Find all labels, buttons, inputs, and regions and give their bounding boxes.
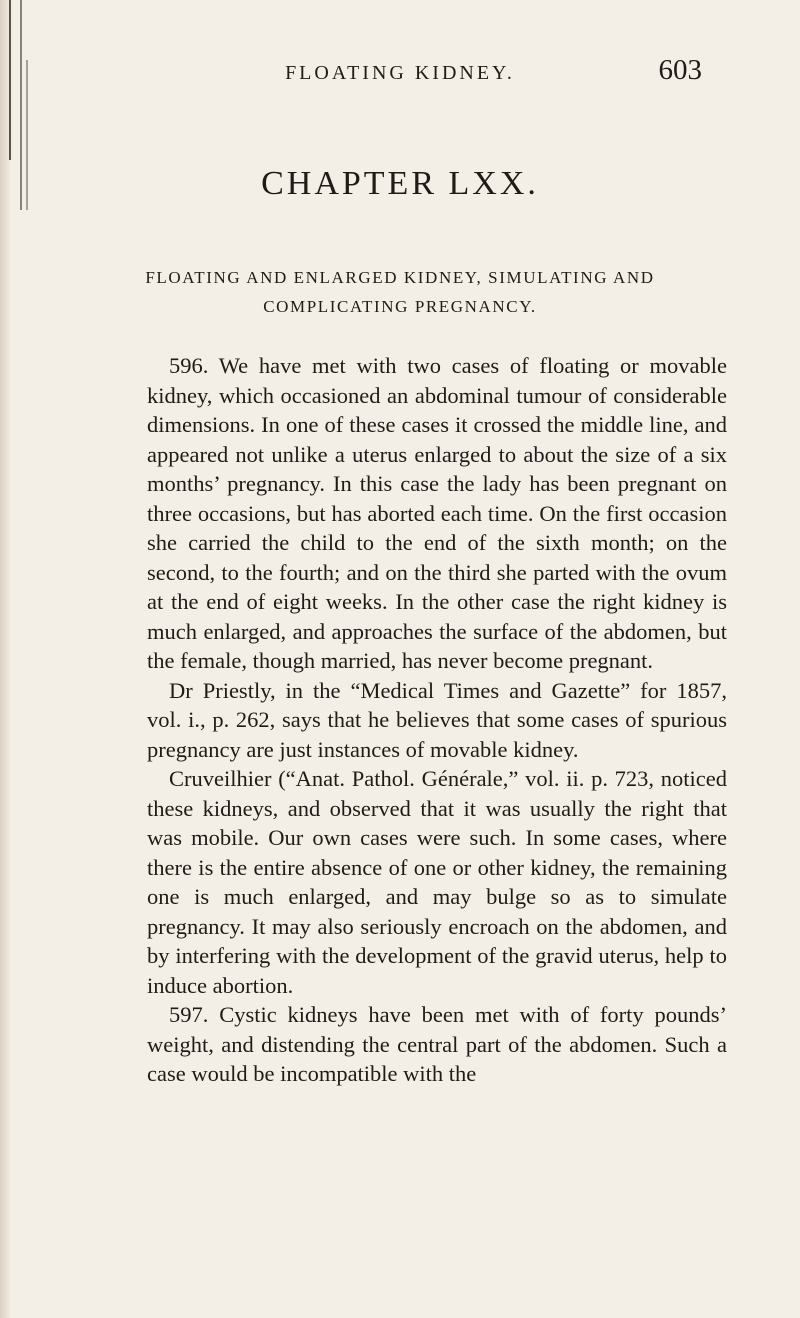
paragraph-cruveilhier: Cruveilhier (“Anat. Pathol. Générale,” vol. ii. p. 723, noticed these kidneys, and observed that it was usually the right that was mobile. Our own cases were such. In some cases, where there is the entire absence of one or other kidney, the remaining one is much enlarged, and may bulge so as to simulate pregnancy. It may also seriously encroach on the abdomen, and by interfering with the development of the gravid uterus, help to induce abortion. <box>147 766 727 998</box>
running-head: FLOATING KIDNEY. <box>285 62 515 84</box>
subtitle-line: FLOATING AND ENLARGED KIDNEY, SIMULATING AND <box>145 268 655 287</box>
page-number: 603 <box>658 54 702 86</box>
chapter-subtitle <box>0 263 800 321</box>
paragraph-597: 597. Cystic kidneys have been met with of forty pounds’ weight, and distending the central part of the abdomen. Such a case would be incompatible with the <box>147 1002 727 1086</box>
paragraph-596: 596. We have met with two cases of floating or movable kidney, which occasioned an abdominal tumour of considerable dimensions. In one of these cases it crossed the middle line, and appeared not unlike a uterus enlarged to about the size of a six months’ pregnancy. In this case the lady has been pregnant on three occasions, but has aborted each time. On the first occasion she carried the child to the end of the sixth month; on the second, to the fourth; and on the third she parted with the ovum at the end of eight weeks. In the other case the right kidney is much enlarged, and approaches the surface of the abdomen, but the female, though married, has never become pregnant. <box>147 353 727 673</box>
binding-line <box>9 0 11 160</box>
paragraph-priestly: Dr Priestly, in the “Medical Times and Gazette” for 1857, vol. i., p. 262, says that he believes that some cases of spurious pregnancy are just instances of movable kidney. <box>147 677 727 762</box>
subtitle-line: COMPLICATING PREGNANCY. <box>263 297 537 316</box>
chapter-title: CHAPTER LXX. <box>261 165 539 202</box>
body-text <box>147 351 727 1089</box>
page-header <box>60 52 740 102</box>
